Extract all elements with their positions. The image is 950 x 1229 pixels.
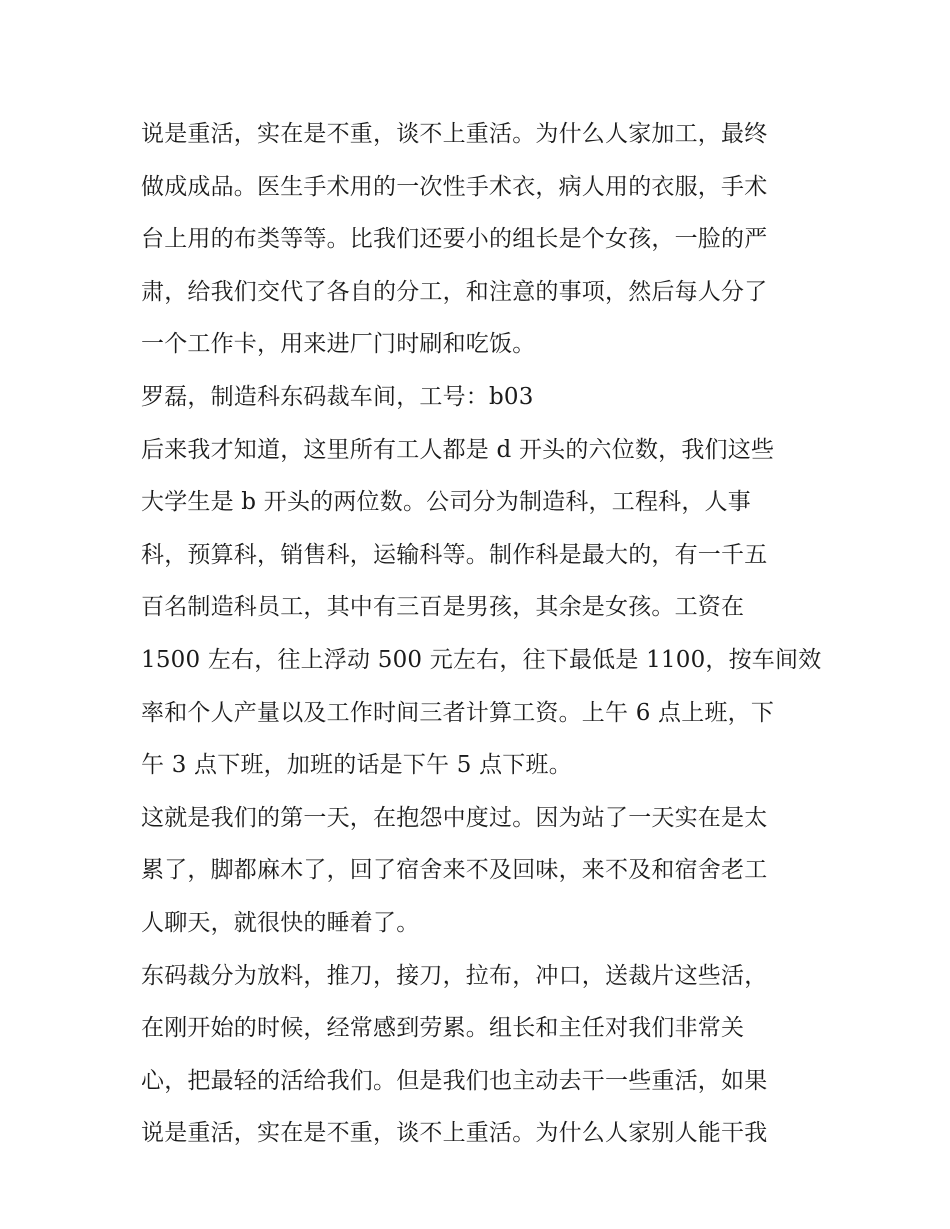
text-line: 东码裁分为放料，推刀，接刀，拉布，冲口，送裁片这些活，	[141, 962, 768, 989]
text-line: 百名制造科员工，其中有三百是男孩，其余是女孩。工资在	[141, 594, 745, 621]
text-line: 说是重活，实在是不重，谈不上重活。为什么人家别人能干我	[141, 1120, 768, 1147]
text-line: 这就是我们的第一天，在抱怨中度过。因为站了一天实在是太	[141, 804, 768, 831]
text-line: 罗磊，制造科东码裁车间，工号：b03	[141, 383, 534, 410]
text-line: 后来我才知道，这里所有工人都是 d 开头的六位数，我们这些	[141, 436, 775, 463]
text-line: 率和个人产量以及工作时间三者计算工资。上午 6 点上班，下	[141, 699, 775, 726]
text-line: 累了，脚都麻木了，回了宿舍来不及回味，来不及和宿舍老工	[141, 857, 768, 884]
text-line: 科，预算科，销售科，运输科等。制作科是最大的，有一千五	[141, 541, 768, 568]
text-line: 台上用的布类等等。比我们还要小的组长是个女孩，一脸的严	[141, 226, 768, 253]
document-body	[141, 108, 822, 1160]
text-line: 午 3 点下班，加班的话是下午 5 点下班。	[141, 752, 572, 779]
text-line: 一个工作卡，用来进厂门时刷和吃饭。	[141, 331, 536, 358]
text-line: 大学生是 b 开头的两位数。公司分为制造科，工程科，人事	[141, 489, 751, 516]
text-line: 在刚开始的时候，经常感到劳累。组长和主任对我们非常关	[141, 1015, 745, 1042]
text-line: 说是重活，实在是不重，谈不上重活。为什么人家加工，最终	[141, 121, 768, 147]
text-line: 心，把最轻的活给我们。但是我们也主动去干一些重活，如果	[141, 1067, 768, 1094]
text-line: 1500 左右，往上浮动 500 元左右，往下最低是 1100，按车间效	[141, 646, 822, 673]
text-line: 做成成品。医生手术用的一次性手术衣，病人用的衣服，手术	[141, 173, 768, 200]
text-line: 人聊天，就很快的睡着了。	[141, 909, 420, 936]
text-line: 肃，给我们交代了各自的分工，和注意的事项，然后每人分了	[141, 278, 768, 305]
